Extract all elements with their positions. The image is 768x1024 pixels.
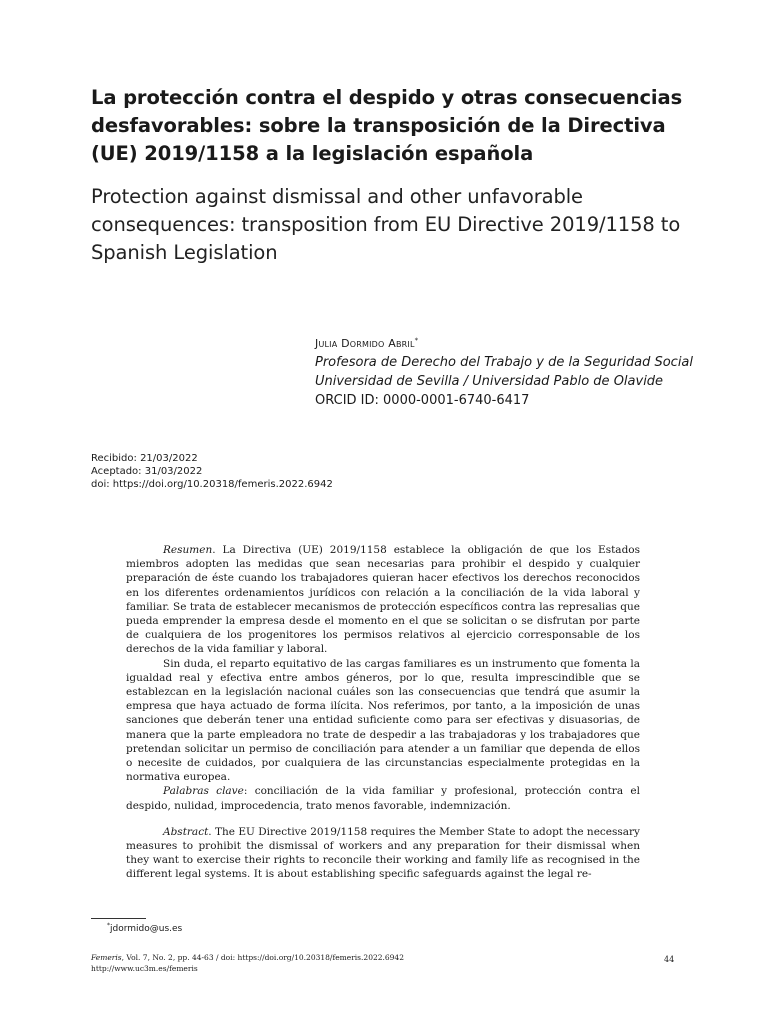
abstract-en-paragraph-1: Abstract. The EU Directive 2019/1158 requires the Member State to adopt the necessary measures to prohibit the dismissal of workers and any preparation for their dismissal when they want to exercise their rights to reconcile their working and family life as recognised in the different legal systems. It is about establishing specific safeguards against the legal re- — [126, 825, 640, 881]
abstract-es-label: Resumen — [163, 544, 213, 556]
abstract-es-paragraph-1: Resumen. La Directiva (UE) 2019/1158 establece la obligación de que los Estados miembros adopten las medidas que sean necesarias para prohibir el despido y cualquier preparación de éste cuando los trabajadores quieran hacer efectivos los derechos reconocidos en los diferentes ordenamientos jurídicos con relación a la conciliación de la vida laboral y familiar. Se trata de establecer mecanismos de protección específicos contra las represalias que pueda emprender la empresa desde el momento en el que se solicitan o se disfrutan por parte de cualquiera de los progenitores los permisos relativos al ejercicio corresponsable de los derechos de la vida familiar y laboral. — [126, 544, 640, 656]
page-number: 44 — [664, 955, 675, 964]
article-title-english: Protection against dismissal and other unfavorable consequences: transposition from EU Directive 2019/1158 to Spanish Legislation — [91, 185, 681, 264]
keywords-es: Palabras clave: conciliación de la vida familiar y profesional, protección contra el despido, nulidad, improcedencia, trato menos favorable, indemnización. — [126, 785, 640, 812]
abstract-section — [126, 543, 640, 882]
footer-citation: Femeris, Vol. 7, No. 2, pp. 44-63 / doi: https://doi.org/10.20318/femeris.2022.6942 — [91, 953, 404, 962]
author-email[interactable]: jdormido@us.es — [110, 924, 183, 934]
author-affiliation: Universidad de Sevilla / Universidad Pablo de Olavide — [315, 374, 664, 389]
author-name: Julia Dormido Abril* — [315, 336, 419, 350]
journal-url[interactable]: http://www.uc3m.es/femeris — [91, 964, 198, 973]
abstract-es-paragraph-2: Sin duda, el reparto equitativo de las cargas familiares es un instrumento que fomenta la igualdad real y efectiva entre ambos géneros, por lo que, resulta imprescindible que se establezcan en la legislación nacional cuáles son las consecuencias que tendrá que asumir la empresa que haya actuado de forma ilícita. Nos referimos, por tanto, a la imposición de unas sanciones que deberán tener una entidad suficiente como para ser efectivas y disuasorias, de manera que la parte empleadora no trate de despedir a las trabajadoras y los trabajadores que pretendan solicitar un permiso de conciliación para atender a un familiar que dependa de ellos o necesite de cuidados, por cualquiera de las circunstancias especialmente protegidas en la normativa europea. — [126, 657, 640, 784]
author-footnote — [107, 924, 182, 934]
abstract-en-label: Abstract — [163, 825, 209, 838]
article-title-spanish: La protección contra el despido y otras consecuencias desfavorables: sobre la transposición de la Directiva (UE) 2019/1158 a la legislación española — [91, 86, 683, 165]
journal-name: Femeris — [91, 953, 122, 962]
keywords-es-label: Palabras clave — [163, 785, 244, 798]
received-date: Recibido: 21/03/2022 — [91, 453, 198, 464]
author-block — [315, 334, 715, 410]
author-orcid: ORCID ID: 0000-0001-6740-6417 — [315, 393, 530, 408]
page-footer — [91, 952, 591, 974]
doi-link[interactable]: doi: https://doi.org/10.20318/femeris.2022.6942 — [91, 479, 333, 490]
footnote-marker: * — [107, 922, 110, 929]
author-footnote-marker: * — [414, 336, 419, 345]
submission-dates — [91, 452, 491, 491]
author-position: Profesora de Derecho del Trabajo y de la Seguridad Social — [315, 355, 694, 370]
accepted-date: Aceptado: 31/03/2022 — [91, 466, 203, 477]
footnote-divider — [91, 918, 146, 919]
